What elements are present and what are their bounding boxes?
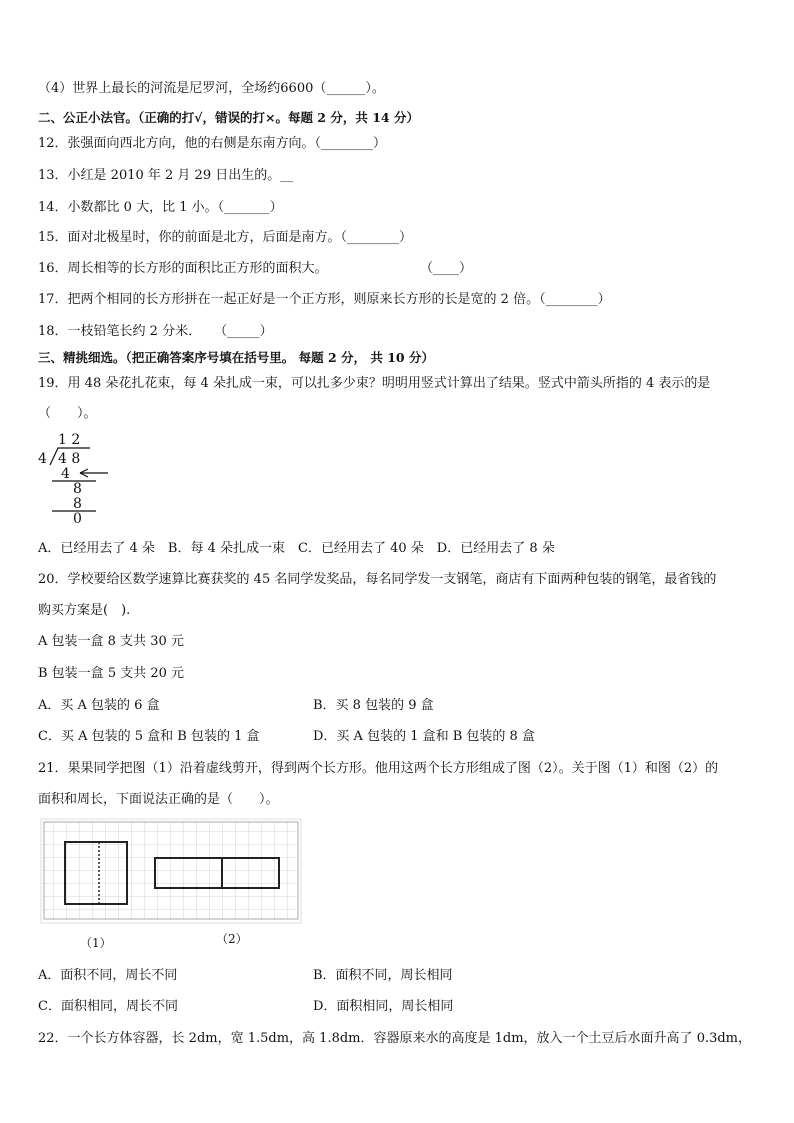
- division-step-1: 4: [61, 466, 70, 482]
- division-step-2: 8: [73, 481, 82, 497]
- figure-2-caption: （2）: [216, 932, 248, 946]
- question-21-line2: 面积和周长，下面说法正确的是（ ）。: [38, 792, 279, 807]
- figure-1-caption: （1）: [80, 936, 112, 950]
- division-divisor: 4: [38, 451, 47, 467]
- division-quotient: 1 2: [58, 432, 81, 448]
- package-b-info: B 包装一盒 5 支共 20 元: [38, 666, 185, 681]
- division-dividend: 4 8: [58, 451, 81, 467]
- question-15: 15．面对北极星时，你的前面是北方，后面是南方。（________）: [38, 230, 413, 245]
- question-21: 21．果果同学把图（1）沿着虚线剪开，得到两个长方形。他用这两个长方形组成了图（2）。关于图（1）和图（2）的: [38, 761, 719, 776]
- q20-option-d: D．买 A 包装的 1 盒和 B 包装的 8 盒: [313, 729, 535, 744]
- q21-option-b: B．面积不同，周长相同: [313, 968, 453, 983]
- question-16: 16．周长相等的长方形的面积比正方形的面积大。: [38, 261, 328, 276]
- q20-option-c: C．买 A 包装的 5 盒和 B 包装的 1 盒: [38, 729, 260, 744]
- question-19: 19．用 48 朵花扎花束，每 4 朵扎成一束，可以扎多少束？明明用竖式计算出了结果。竖式中箭头所指的 4 表示的是: [38, 376, 711, 391]
- question-19-options: A．已经用去了 4 朵 B．每 4 朵扎成一束 C．已经用去了 40 朵 D．已经用去了 8 朵: [38, 541, 555, 556]
- section-3-heading: 三、精挑细选。（把正确答案序号填在括号里。 每题 2 分， 共 10 分）: [38, 350, 434, 365]
- question-20-line2: 购买方案是( ).: [38, 603, 131, 618]
- long-division-figure: [36, 432, 126, 524]
- division-step-3: 8: [73, 496, 82, 512]
- q11-line4: （4）世界上最长的河流是尼罗河，全场约6600（______）。: [38, 81, 385, 96]
- package-a-info: A 包装一盒 8 支共 30 元: [38, 634, 184, 649]
- section-2-heading: 二、公正小法官。（正确的打√，错误的打×。每题 2 分，共 14 分）: [38, 110, 419, 125]
- question-13: 13．小红是 2010 年 2 月 29 日出生的。__: [38, 168, 294, 183]
- question-14: 14．小数都比 0 大，比 1 小。（_______）: [38, 200, 283, 215]
- q21-option-a: A．面积不同，周长不同: [38, 968, 178, 983]
- question-18: 18．一枝铅笔长约 2 分米． （_____）: [38, 324, 273, 339]
- q20-option-b: B．买 8 包装的 9 盒: [313, 698, 434, 713]
- q21-option-d: D．面积相同，周长相同: [313, 999, 454, 1014]
- question-17: 17．把两个相同的长方形拼在一起正好是一个正方形，则原来长方形的长是宽的 2 倍。（________）: [38, 292, 611, 307]
- q20-option-a: A．买 A 包装的 6 盒: [38, 698, 160, 713]
- question-22: 22．一个长方体容器，长 2dm，宽 1.5dm，高 1.8dm．容器原来水的高度是 1dm，放入一个土豆后水面升高了 0.3dm，: [38, 1031, 752, 1046]
- q21-option-c: C．面积相同，周长不同: [38, 999, 178, 1014]
- question-19-bracket: （ ）。: [38, 406, 97, 421]
- question-12: 12．张强面向西北方向，他的右侧是东南方向。（________）: [38, 136, 387, 151]
- question-20: 20．学校要给区数学速算比赛获奖的 45 名同学发奖品，每名同学发一支钢笔，商店有下面两种包装的钢笔，最省钱的: [38, 572, 717, 587]
- grid-figure: [40, 818, 302, 926]
- question-16-blank: （____）: [420, 261, 473, 276]
- division-remainder: 0: [73, 511, 82, 524]
